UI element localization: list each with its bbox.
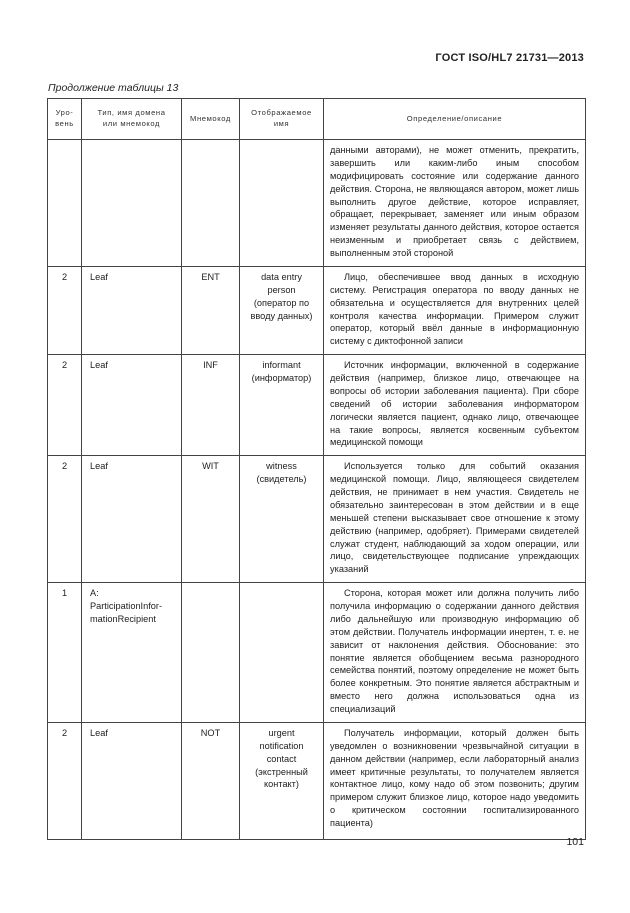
table-header-row — [48, 99, 586, 140]
cell-level: 2 — [48, 456, 82, 583]
cell-definition: Используется только для событий оказания медицинской помощи. Лицо, являющееся свидетелем действия, не принимает в нем участия. Свидетель не обязательно заинтересован в этом действии и в еще меньшей степени высказывает свое отношение к этому действию (например, одобряет). Примерами свидетелей служат студент, наблюдающий за ходом операции, или лицо, свидетельствующее подписание упреждающих указаний — [324, 456, 586, 583]
cell-level: 2 — [48, 266, 82, 354]
table-13 — [47, 98, 586, 840]
cell-type: Leaf — [82, 355, 182, 456]
col-header-type: Тип, имя домена или мнемокод — [82, 99, 182, 140]
cell-display: informant (информатор) — [240, 355, 324, 456]
cell-type — [82, 140, 182, 267]
table-row — [48, 266, 586, 354]
table-row — [48, 456, 586, 583]
cell-definition: Сторона, которая может или должна получить либо получила информацию о содержании данного действия либо дальнейшую или производную информацию об этом действии. Получатель информации инертен, т. е. не зависит от наклонения действия. Обоснование: это понятие является обобщением весьма разнородного семейства понятий, поэтому определение не может быть более конкретным. Это понятие является абстрактным и вместо него должна использоваться одна из специализаций — [324, 583, 586, 723]
cell-display: data entry person (оператор по вводу данных) — [240, 266, 324, 354]
cell-mnemonic — [182, 583, 240, 723]
table-row — [48, 355, 586, 456]
cell-level: 2 — [48, 722, 82, 839]
col-header-mnemonic: Мнемокод — [182, 99, 240, 140]
table-row-continuation — [48, 140, 586, 267]
cell-mnemonic: NOT — [182, 722, 240, 839]
cell-definition: Получатель информации, который должен быть уведомлен о возникновении чрезвычайной ситуации в данном действии (например, если лабораторный анализ имеет критичные результаты, то получателем является контактное лицо, кому надо об этом позвонить; другим примером служит близкое лицо, которое надо уведомить о критическом состоянии госпитализированного пациента) — [324, 722, 586, 839]
cell-display: witness (свидетель) — [240, 456, 324, 583]
cell-type: A: ParticipationInfor- mationRecipient — [82, 583, 182, 723]
cell-definition: данными авторами), не может отменить, прекратить, завершить или каким-либо иным способом модифицировать состояние или содержание данного действия. Сторона, не являющаяся автором, может лишь выполнить другое действие, которое исправляет, обращает, перекрывает, заменяет или иным образом изменяет результаты данного действия, которое остается неизменным и приобретает связь с действием, выполненным этой стороной — [324, 140, 586, 267]
cell-level: 2 — [48, 355, 82, 456]
cell-definition: Источник информации, включенной в содержание действия (например, близкое лицо, отвечающее на вопросы об истории заболевания пациента). При сборе сведений об истории заболевания информатором логически является пациент, однако лицо, отвечающее на такие вопросы, является косвенным субъектом медицинской помощи — [324, 355, 586, 456]
cell-display — [240, 140, 324, 267]
table-row — [48, 722, 586, 839]
col-header-definition: Определение/описание — [324, 99, 586, 140]
cell-display — [240, 583, 324, 723]
cell-mnemonic: WIT — [182, 456, 240, 583]
cell-type: Leaf — [82, 266, 182, 354]
standard-header: ГОСТ ISO/HL7 21731—2013 — [435, 52, 584, 64]
cell-type: Leaf — [82, 722, 182, 839]
cell-display: urgent notification contact (экстренный контакт) — [240, 722, 324, 839]
cell-mnemonic — [182, 140, 240, 267]
col-header-level: Уро- вень — [48, 99, 82, 140]
cell-definition: Лицо, обеспечившее ввод данных в исходную систему. Регистрация оператора по вводу данных не обязательна и осуществляется для внутренних целей контроля качества информации. Примером служит оператор, который ввёл данные в информационную систему с диктофонной записи — [324, 266, 586, 354]
page-number: 101 — [566, 836, 584, 848]
cell-level: 1 — [48, 583, 82, 723]
table-caption: Продолжение таблицы 13 — [48, 82, 179, 94]
cell-mnemonic: INF — [182, 355, 240, 456]
table-row — [48, 583, 586, 723]
cell-mnemonic: ENT — [182, 266, 240, 354]
col-header-display-name: Отображаемое имя — [240, 99, 324, 140]
cell-level — [48, 140, 82, 267]
cell-type: Leaf — [82, 456, 182, 583]
